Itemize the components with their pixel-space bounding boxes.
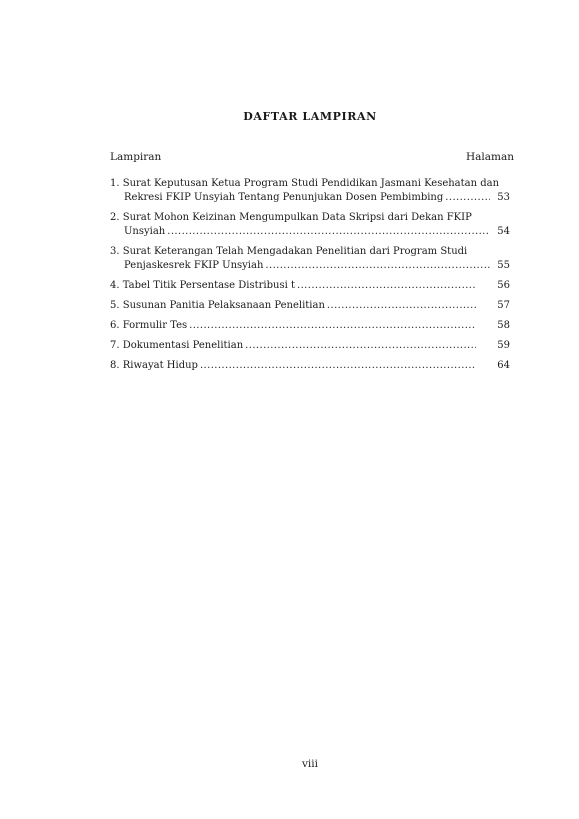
appendix-entry-page: 54 [497, 226, 510, 237]
appendix-entry-page: 58 [497, 320, 510, 331]
appendix-entry-title: 8. Riwayat Hidup [110, 360, 198, 371]
appendix-entry [110, 245, 510, 273]
appendix-entry [110, 211, 510, 239]
appendix-entry [110, 319, 510, 333]
appendix-entry [110, 299, 510, 313]
dot-leader [445, 191, 490, 205]
appendix-entry-page: 55 [497, 260, 510, 271]
appendix-entry-title: 7. Dokumentasi Penelitian [110, 340, 244, 351]
appendix-entry-title: 4. Tabel Titik Persentase Distribusi t [110, 280, 295, 291]
appendix-entry-title: 6. Formulir Tes [110, 320, 188, 331]
dot-leader [245, 339, 476, 353]
appendix-entry-title: 1. Surat Keputusan Ketua Program Studi Pendidikan Jasmani Kesehatan dan [110, 178, 500, 189]
dot-leader [200, 359, 476, 373]
column-header-lampiran: Lampiran [110, 151, 162, 163]
dot-leader [265, 259, 490, 273]
appendix-entry [110, 359, 510, 373]
dot-leader [327, 299, 476, 313]
appendix-entry-page: 53 [497, 192, 510, 203]
page-title: DAFTAR LAMPIRAN [243, 110, 377, 123]
appendix-entry [110, 177, 510, 205]
appendix-entry-title-continued: Penjaskesrek FKIP Unsyiah [124, 260, 264, 271]
page-number: viii [301, 758, 318, 770]
appendix-entry-page: 56 [497, 280, 510, 291]
appendix-entry-title: 5. Susunan Panitia Pelaksanaan Penelitian [110, 300, 325, 311]
appendix-entry-page: 59 [497, 340, 510, 351]
appendix-entry-title-continued: Unsyiah [124, 226, 166, 237]
dot-leader [297, 279, 476, 293]
dot-leader [167, 225, 490, 239]
appendix-list [110, 177, 510, 379]
appendix-entry-page: 57 [497, 300, 510, 311]
appendix-entry-title-continued: Rekresi FKIP Unsyiah Tentang Penunjukan Dosen Pembimbing [124, 192, 444, 203]
appendix-entry [110, 339, 510, 353]
column-header-halaman: Halaman [465, 151, 514, 163]
appendix-entry-title: 3. Surat Keterangan Telah Mengadakan Penelitian dari Program Studi [110, 246, 468, 257]
appendix-entry-page: 64 [497, 360, 510, 371]
appendix-entry [110, 279, 510, 293]
appendix-entry-title: 2. Surat Mohon Keizinan Mengumpulkan Data Skripsi dari Dekan FKIP [110, 212, 472, 223]
dot-leader [189, 319, 476, 333]
